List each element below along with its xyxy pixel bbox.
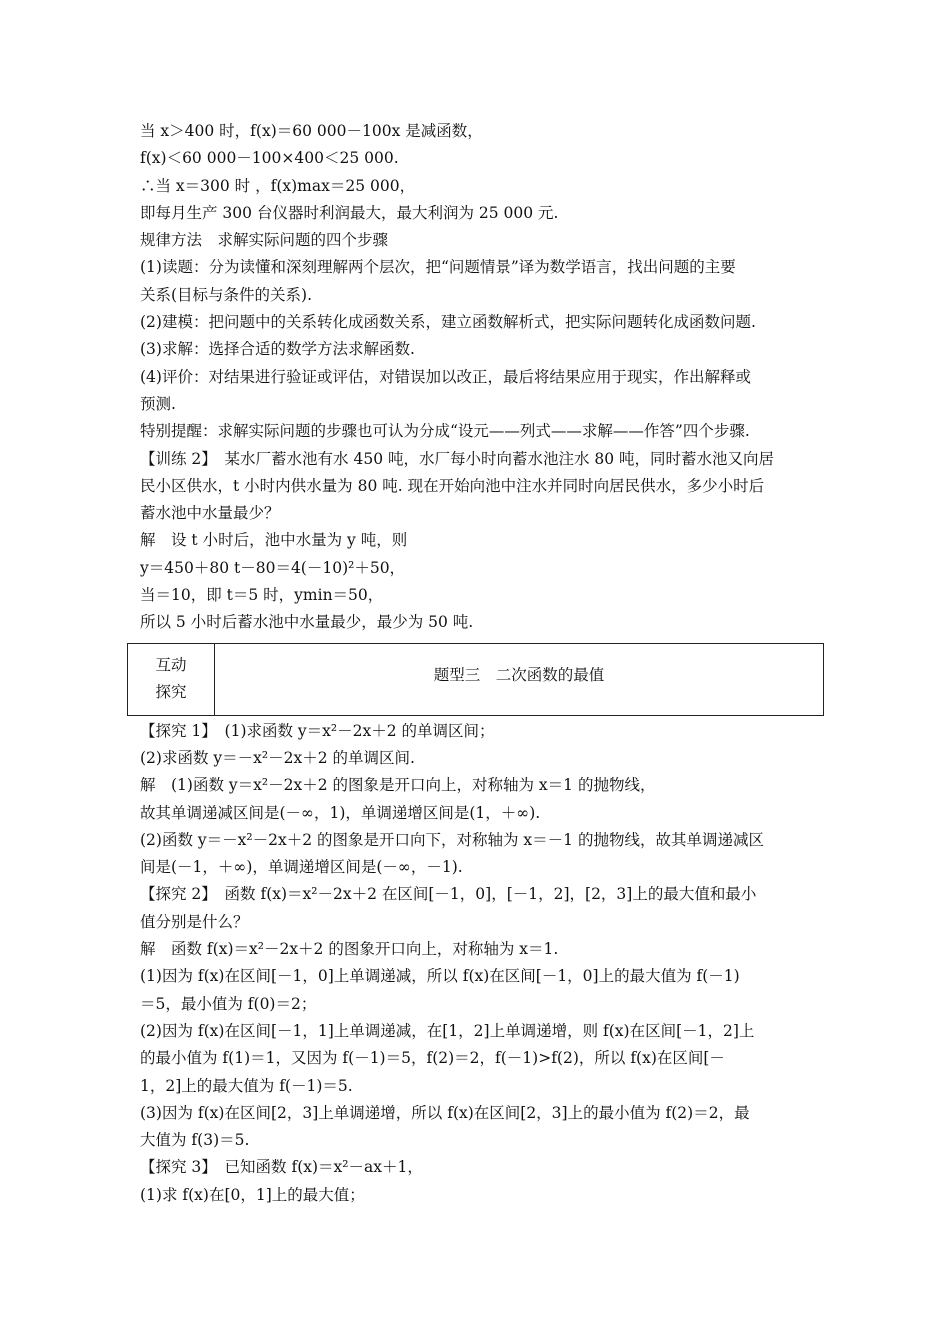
text-line: (1)读题：分为读懂和深刻理解两个层次，把“问题情景”译为数学语言，找出问题的主要 <box>140 258 736 277</box>
text-line: (2)求函数 y＝－x²－2x＋2 的单调区间. <box>140 748 415 767</box>
text-line: 【训练 2】 某水厂蓄水池有水 450 吨，水厂每小时向蓄水池注水 80 吨，同时蓄水池又向居 <box>140 449 775 468</box>
text-line: 规律方法 求解实际问题的四个步骤 <box>140 231 389 250</box>
text-line: f(x)＜60 000－100×400＜25 000. <box>140 149 399 168</box>
text-line: 【探究 3】 已知函数 f(x)＝x²－ax＋1， <box>140 1158 423 1177</box>
table-left-line-1: 互动 <box>155 656 187 675</box>
text-line: 【探究 2】 函数 f(x)＝x²－2x＋2 在区间[－1，0]，[－1，2]，[2，3]上的最大值和最小 <box>140 885 757 904</box>
text-line: (3)因为 f(x)在区间[2，3]上单调递增，所以 f(x)在区间[2，3]上的最小值为 f(2)＝2，最 <box>140 1103 750 1122</box>
section-header-table <box>127 643 824 716</box>
text-line: 间是(－1，＋∞)，单调递增区间是(－∞，－1). <box>140 858 463 877</box>
text-line: 所以 5 小时后蓄水池中水量最少，最少为 50 吨. <box>140 613 474 632</box>
text-line: ＝5，最小值为 f(0)＝2； <box>140 994 317 1013</box>
text-line: (4)评价：对结果进行验证或评估，对错误加以改正，最后将结果应用于现实，作出解释或 <box>140 367 751 386</box>
text-line: ∴当 x＝300 时 ，f(x)max＝25 000， <box>140 176 416 195</box>
text-line: (1)求 f(x)在[0，1]上的最大值； <box>140 1185 365 1204</box>
text-line: 解 设 t 小时后，池中水量为 y 吨，则 <box>140 531 408 550</box>
text-line: 当＝10，即 t＝5 时，ymin＝50， <box>140 586 384 605</box>
text-line: 当 x＞400 时，f(x)＝60 000－100x 是减函数， <box>140 122 483 140</box>
text-line: 值分别是什么？ <box>140 912 249 931</box>
text-line: 故其单调递减区间是(－∞，1)，单调递增区间是(1，＋∞). <box>140 803 541 822</box>
text-line: 【探究 1】 (1)求函数 y＝x²－2x＋2 的单调区间； <box>140 721 495 740</box>
text-line: 1，2]上的最大值为 f(－1)＝5. <box>140 1076 353 1095</box>
text-line: 预测. <box>140 394 176 413</box>
text-line: (2)因为 f(x)在区间[－1，1]上单调递减，在[1，2]上单调递增，则 f(x)在区间[－1，2]上 <box>140 1021 755 1040</box>
text-line: 的最小值为 f(1)＝1，又因为 f(－1)＝5，f(2)＝2，f(－1)>f(2)，所以 f(x)在区间[－ <box>140 1049 725 1068</box>
text-line: 即每月生产 300 台仪器时利润最大，最大利润为 25 000 元. <box>140 203 559 222</box>
text-line: y＝450＋80 t－80＝4(－10)²＋50， <box>140 558 406 577</box>
text-line: 解 (1)函数 y＝x²－2x＋2 的图象是开口向上，对称轴为 x＝1 的抛物线， <box>140 776 656 795</box>
text-line: 特别提醒：求解实际问题的步骤也可认为分成“设元——列式——求解——作答”四个步骤. <box>140 422 750 441</box>
text-line: (2)函数 y＝－x²－2x＋2 的图象是开口向下，对称轴为 x＝－1 的抛物线，故其单调递减区 <box>140 830 764 849</box>
text-line: 大值为 f(3)＝5. <box>140 1131 250 1150</box>
text-line: 民小区供水，t 小时内供水量为 80 吨. 现在开始向池中注水并同时向居民供水，多少小时后 <box>140 476 765 495</box>
text-line: (2)建模：把问题中的关系转化成函数关系，建立函数解析式，把实际问题转化成函数问题. <box>140 313 756 332</box>
table-left-line-2: 探究 <box>155 683 187 702</box>
text-line: 关系(目标与条件的关系). <box>140 285 313 304</box>
text-line: 蓄水池中水量最少？ <box>140 504 280 523</box>
section-1 <box>140 118 820 637</box>
text-line: 解 函数 f(x)＝x²－2x＋2 的图象开口向上，对称轴为 x＝1. <box>140 940 559 959</box>
section-2 <box>140 718 820 1209</box>
document-page <box>140 118 820 1209</box>
table-right-cell <box>215 644 823 715</box>
text-line: (1)因为 f(x)在区间[－1，0]上单调递减，所以 f(x)在区间[－1，0]上的最大值为 f(－1) <box>140 967 740 986</box>
table-left-cell <box>128 644 215 715</box>
text-line: (3)求解：选择合适的数学方法求解函数. <box>140 340 415 359</box>
section-title: 题型三 二次函数的最值 <box>433 666 605 685</box>
